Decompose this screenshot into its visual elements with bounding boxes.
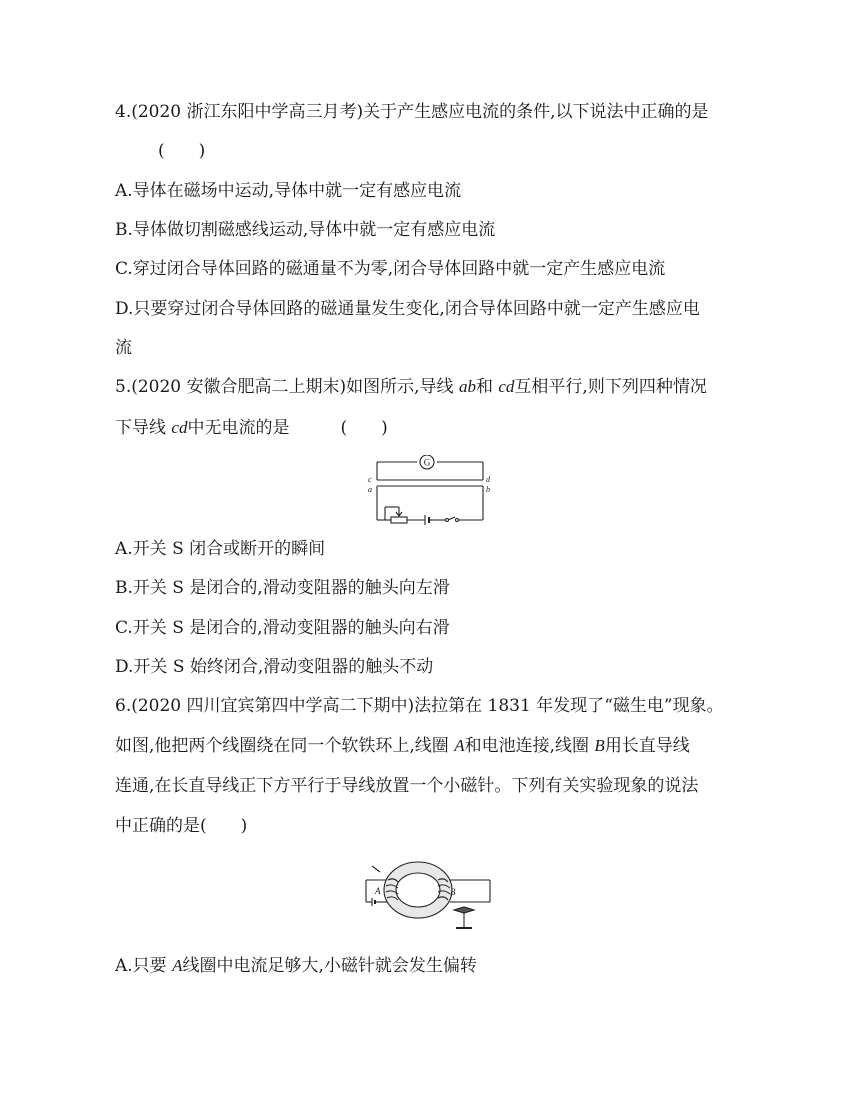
q6-var-B: B [594, 736, 605, 755]
q5-line2-text: 下导线 [115, 418, 172, 438]
q6-line2-text: 如图,他把两个线圈绕在同一个软铁环上,线圈 [115, 736, 455, 756]
q5-var-ab: ab [458, 377, 476, 396]
q5-stem-line1 [115, 375, 707, 399]
q5-line2-rest: 中无电流的是 ( ) [187, 418, 388, 438]
q6-option-a-rest: 线圈中电流足够大,小磁针就会发生偏转 [182, 956, 477, 976]
label-c: c [368, 475, 372, 484]
q6-line2-rest: 用长直导线 [604, 736, 690, 756]
q6-var-A: A [454, 736, 465, 755]
q5-stem-and: 和 [475, 377, 499, 397]
q6-stem-line3: 连通,在长直导线正下方平行于导线放置一个小磁针。下列有关实验现象的说法 [115, 776, 699, 796]
q4-option-a: A.导体在磁场中运动,导体中就一定有感应电流 [115, 181, 462, 201]
q5-option-a: A.开关 S 闭合或断开的瞬间 [115, 539, 326, 559]
q6-option-a-text: A.只要 [115, 956, 173, 976]
q6-stem-line1: 6.(2020 四川宜宾第四中学高二下期中)法拉第在 1831 年发现了“磁生电”现象。 [115, 696, 724, 716]
q4-option-d-continued: 流 [115, 338, 132, 358]
q5-circuit-figure [365, 455, 495, 525]
q5-var-cd: cd [498, 377, 515, 396]
q5-stem-text: 5.(2020 安徽合肥高二上期末)如图所示,导线 [115, 377, 459, 397]
q4-option-c: C.穿过闭合导体回路的磁通量不为零,闭合导体回路中就一定产生感应电流 [115, 259, 666, 279]
q4-answer-blank: ( ) [158, 141, 206, 161]
q4-stem: 4.(2020 浙江东阳中学高三月考)关于产生感应电流的条件,以下说法中正确的是 [115, 102, 709, 122]
q5-option-c: C.开关 S 是闭合的,滑动变阻器的触头向右滑 [115, 618, 450, 638]
q5-option-d: D.开关 S 始终闭合,滑动变阻器的触头不动 [115, 657, 434, 677]
coil-A-label: A [375, 886, 381, 896]
q6-option-a-var: A [172, 956, 183, 975]
q5-option-b: B.开关 S 是闭合的,滑动变阻器的触头向左滑 [115, 578, 450, 598]
q4-option-b: B.导体做切割磁感线运动,导体中就一定有感应电流 [115, 220, 496, 240]
coil-B-label: B [450, 887, 456, 897]
q6-ring-figure [358, 858, 498, 938]
label-a: a [368, 485, 372, 494]
q5-line2-var-cd: cd [171, 418, 188, 437]
q6-line2-mid: 和电池连接,线圈 [464, 736, 595, 756]
q6-stem-line2 [115, 734, 690, 758]
q6-option-a [115, 954, 477, 978]
q5-stem-rest: 互相平行,则下列四种情况 [514, 377, 707, 397]
q4-option-d: D.只要穿过闭合导体回路的磁通量发生变化,闭合导体回路中就一定产生感应电 [115, 299, 700, 319]
galvanometer-label: G [423, 457, 431, 468]
q6-stem-line4: 中正确的是( ) [115, 816, 248, 836]
q5-stem-line2 [115, 416, 388, 440]
label-d: d [486, 475, 490, 484]
label-b: b [486, 485, 490, 494]
